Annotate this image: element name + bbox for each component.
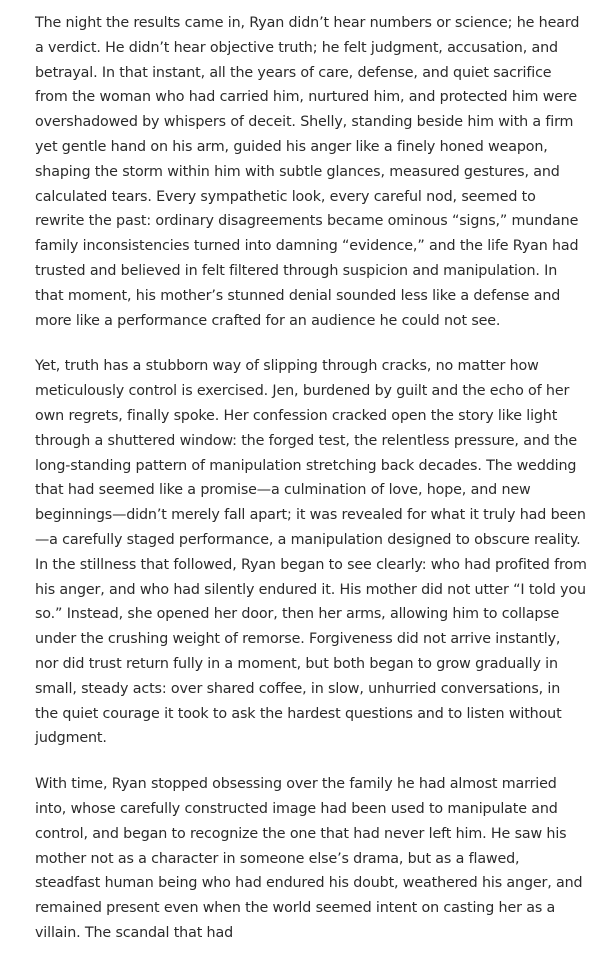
paragraph-reconciliation: With time, Ryan stopped obsessing over the family he had almost married into, whose carefully constructed image had been used to manipulate and control, and began to recognize the one that had never left him. He saw his mother not as a character in someone else’s drama, but as a flawed, steadfast human being who had endured his doubt, weathered his anger, and remained present even when the world seemed intent on casting her as a villain. The scandal that had [35, 776, 583, 941]
paragraph-truth-revealed: Yet, truth has a stubborn way of slipping through cracks, no matter how meticulously control is exercised. Jen, burdened by guilt and the echo of her own regrets, finally spoke. Her confession cracked open the story like light through a shuttered window: the forged test, the relentless pressure, and the long-standing pattern of manipulation stretching back decades. The wedding that had seemed like a promise—a culmination of love, hope, and new beginnings—didn’t merely fall apart; it was revealed for what it truly had been—a carefully staged performance, a manipulation designed to obscure reality. In the stillness that followed, Ryan began to see clearly: who had profited from his anger, and who had silently endured it. His mother did not utter “I told you so.” Instead, she opened her door, then her arms, allowing him to collapse under the crushing weight of remorse. Forgiveness did not arrive instantly, nor did trust return fully in a moment, but both began to grow gradually in small, steady acts: over shared coffee, in slow, unhurried conversations, in the quiet courage it took to ask the hardest questions and to listen without judgment. [35, 358, 587, 747]
paragraph-results-night: The night the results came in, Ryan didn’t hear numbers or science; he heard a verdict. He didn’t hear objective truth; he felt judgment, accusation, and betrayal. In that instant, all the years of care, defense, and quiet sacrifice from the woman who had carried him, nurtured him, and protected him were overshadowed by whispers of deceit. Shelly, standing beside him with a firm yet gentle hand on his arm, guided his anger like a finely honed weapon, shaping the storm within him with subtle glances, measured gestures, and calculated tears. Every sympathetic look, every careful nod, seemed to rewrite the past: ordinary disagreements became ominous “signs,” mundane family inconsistencies turned into damning “evidence,” and the life Ryan had trusted and believed in felt filtered through suspicion and manipulation. In that moment, his mother’s stunned denial sounded less like a defense and more like a performance crafted for an audience he could not see. [35, 15, 580, 329]
article-body [35, 11, 587, 967]
